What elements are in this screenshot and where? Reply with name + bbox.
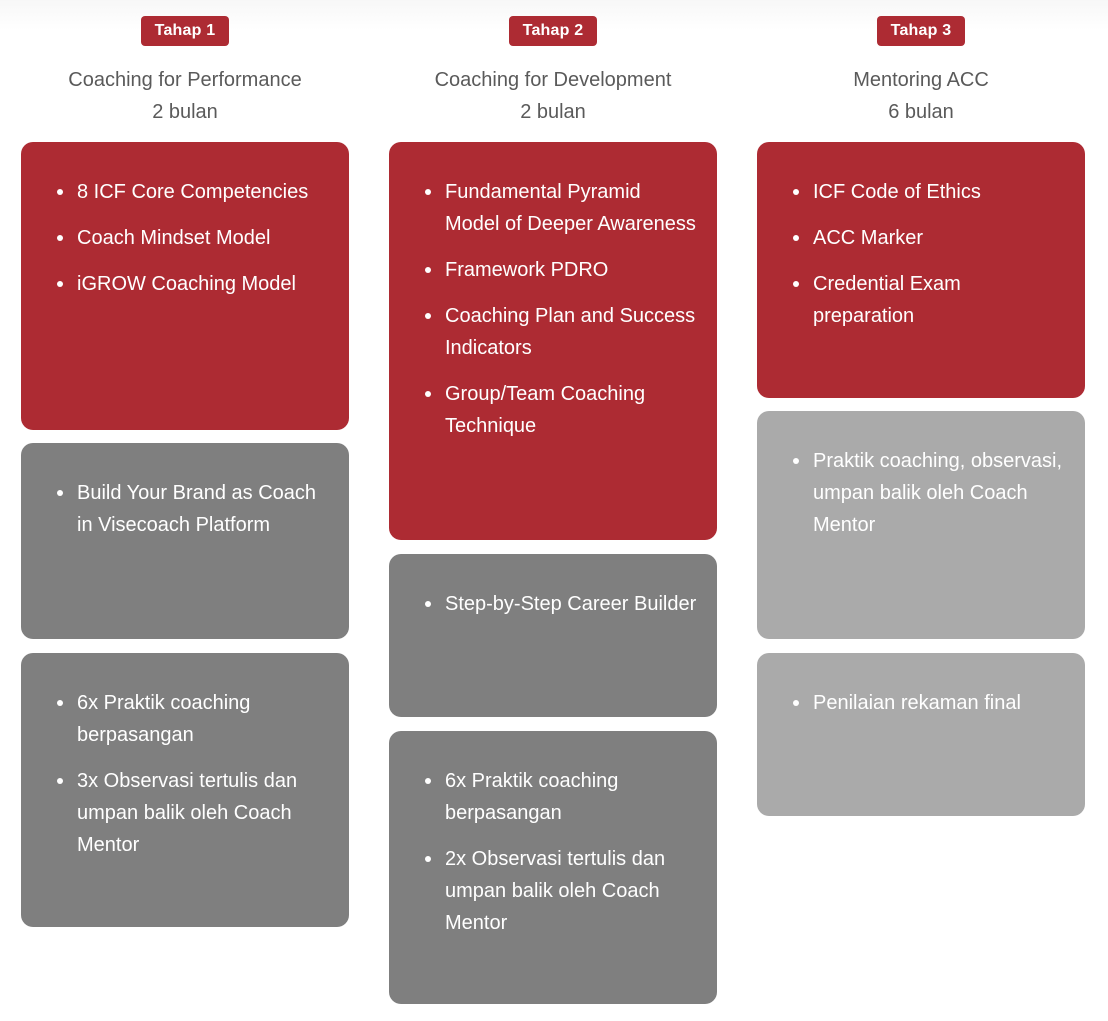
list-item: Coaching Plan and Success Indicators <box>445 300 697 364</box>
practice-card <box>389 731 717 1004</box>
stage-title: Coaching for Development <box>434 69 672 91</box>
list-item: 3x Observasi tertulis dan umpan balik oleh Coach Mentor <box>77 765 329 861</box>
practice-card <box>21 653 349 927</box>
list-item: 6x Praktik coaching berpasangan <box>445 765 697 829</box>
stage-title: Coaching for Performance <box>68 69 302 91</box>
topic-list <box>77 176 329 300</box>
stage-header <box>21 0 349 128</box>
topics-card <box>21 142 349 430</box>
career-card <box>389 554 717 717</box>
list-item: Step-by-Step Career Builder <box>445 588 697 620</box>
topic-list <box>445 588 697 620</box>
topic-list <box>813 176 1065 332</box>
topic-list <box>445 765 697 939</box>
topic-list <box>445 176 697 442</box>
list-item: 2x Observasi tertulis dan umpan balik oleh Coach Mentor <box>445 843 697 939</box>
mentoring-practice-card <box>757 411 1085 639</box>
stage-badge: Tahap 3 <box>877 16 966 46</box>
stage-duration: 2 bulan <box>520 101 586 123</box>
list-item: ICF Code of Ethics <box>813 176 1065 208</box>
final-assessment-card <box>757 653 1085 816</box>
list-item: Coach Mindset Model <box>77 222 329 254</box>
list-item: Praktik coaching, observasi, umpan balik oleh Coach Mentor <box>813 445 1065 541</box>
topic-list <box>77 687 329 861</box>
stage-duration: 2 bulan <box>152 101 218 123</box>
stage-badge: Tahap 2 <box>509 16 598 46</box>
list-item: Build Your Brand as Coach in Visecoach Platform <box>77 477 329 541</box>
stage-column-1 <box>21 0 349 856</box>
topic-list <box>77 477 329 541</box>
stage-badge: Tahap 1 <box>141 16 230 46</box>
branding-card <box>21 443 349 639</box>
stage-title: Mentoring ACC <box>853 69 989 91</box>
topics-card <box>389 142 717 540</box>
list-item: Credential Exam preparation <box>813 268 1065 332</box>
list-item: Fundamental Pyramid Model of Deeper Awareness <box>445 176 697 240</box>
topics-card <box>757 142 1085 398</box>
stage-column-3 <box>757 0 1085 714</box>
list-item: Framework PDRO <box>445 254 697 286</box>
stage-column-2 <box>389 0 717 934</box>
list-item: Group/Team Coaching Technique <box>445 378 697 442</box>
stage-duration: 6 bulan <box>888 101 954 123</box>
list-item: 8 ICF Core Competencies <box>77 176 329 208</box>
list-item: Penilaian rekaman final <box>813 687 1065 719</box>
list-item: ACC Marker <box>813 222 1065 254</box>
stage-header <box>389 0 717 128</box>
topic-list <box>813 445 1065 541</box>
list-item: 6x Praktik coaching berpasangan <box>77 687 329 751</box>
stage-header <box>757 0 1085 128</box>
list-item: iGROW Coaching Model <box>77 268 329 300</box>
topic-list <box>813 687 1065 719</box>
